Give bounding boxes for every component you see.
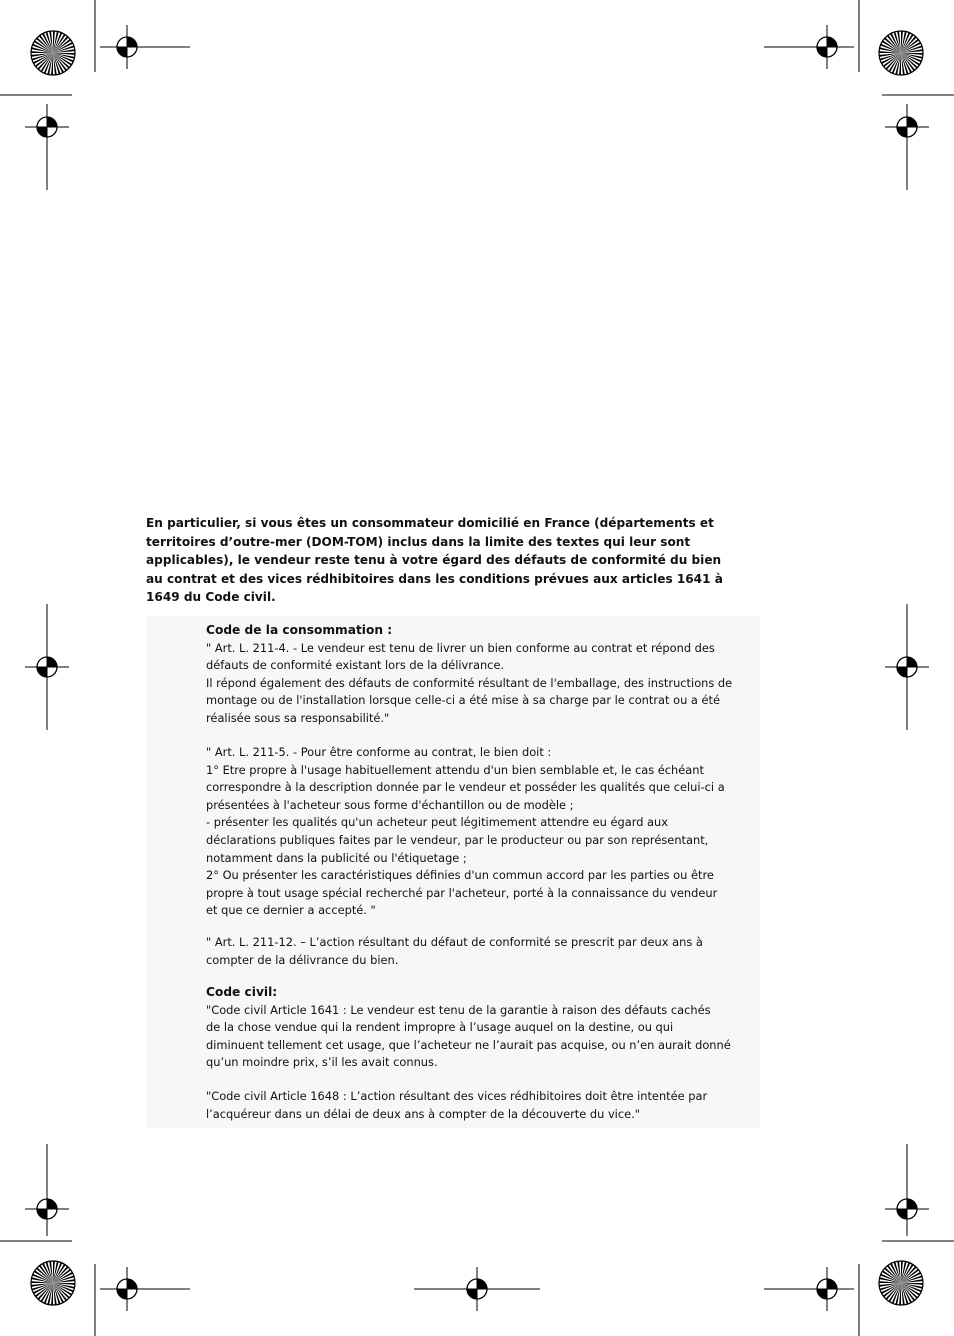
text-line: " Art. L. 211-5. - Pour être conforme au contrat, le bien doit :: [206, 745, 552, 759]
article-1648-section: [206, 1088, 746, 1123]
text-line: compter de la délivrance du bien.: [206, 952, 399, 967]
text-line: " Art. L. 211-12. – L’action résultant du défaut de conformité se prescrit par deux ans à: [206, 935, 703, 949]
star-target-icon: [31, 31, 75, 75]
text-line: notamment dans la publicité ou l'étiquetage ;: [206, 850, 467, 865]
star-target-icon: [31, 1261, 75, 1305]
text-line: "Code civil Article 1641 : Le vendeur est tenu de la garantie à raison des défauts cachés: [206, 1002, 711, 1017]
article-211-12-section: [206, 934, 746, 969]
intro-line: applicables), le vendeur reste tenu à votre égard des défauts de conformité du bien: [146, 553, 722, 567]
text-line: " Art. L. 211-4. - Le vendeur est tenu de livrer un bien conforme au contrat et répond des: [206, 640, 715, 655]
intro-line: territoires d’outre-mer (DOM-TOM) inclus dans la limite des textes qui leur sont: [146, 534, 691, 549]
text-line: qu’un moindre prix, s’il les avait connus.: [206, 1055, 438, 1070]
consumer-code-heading: Code de la consommation :: [206, 623, 393, 637]
civil-code-section: [206, 984, 746, 1072]
text-line: - présenter les qualités qu'un acheteur peut légitimement attendre eu égard aux: [206, 815, 668, 830]
text-line: propre à tout usage spécial recherché par l'acheteur, porté à la connaissance du vendeur: [206, 885, 718, 900]
intro-line: 1649 du Code civil.: [146, 590, 276, 604]
text-line: correspondre à la description donnée par le vendeur et posséder les qualités que celui-ci a: [206, 780, 725, 795]
star-target-icon: [879, 31, 923, 75]
text-line: montage ou de l'installation lorsque celle-ci a été mise à sa charge par le contrat ou a été: [206, 693, 720, 708]
text-line: présentées à l'acheteur sous forme d'échantillon ou de modèle ;: [206, 797, 574, 812]
intro-paragraph: [146, 514, 736, 607]
text-line: réalisée sous sa responsabilité.": [206, 710, 390, 725]
text-line: défauts de conformité existant lors de la délivrance.: [206, 658, 505, 673]
article-211-5-section: [206, 744, 746, 920]
intro-line: au contrat et des vices rédhibitoires dans les conditions prévues aux articles 1641 à: [146, 571, 723, 586]
text-line: diminuent tellement cet usage, que l’acheteur ne l’aurait pas acquise, ou n’en aurait donné: [206, 1037, 731, 1052]
text-line: et que ce dernier a accepté. ": [206, 903, 376, 918]
text-line: "Code civil Article 1648 : L’action résultant des vices rédhibitoires doit être intentée par: [206, 1089, 708, 1103]
text-line: 2° Ou présenter les caractéristiques définies d'un commun accord par les parties ou être: [206, 868, 714, 883]
consumer-code-section: [206, 622, 746, 728]
text-line: Il répond également des défauts de conformité résultant de l'emballage, des instructions de: [206, 675, 733, 690]
civil-code-heading: Code civil:: [206, 985, 278, 999]
text-line: 1° Etre propre à l'usage habituellement attendu d'un bien semblable et, le cas échéant: [206, 762, 704, 777]
star-target-icon: [879, 1261, 923, 1305]
intro-line: En particulier, si vous êtes un consommateur domicilié en France (départements et: [146, 516, 714, 530]
text-line: déclarations publiques faites par le vendeur, par le producteur ou par son représentant,: [206, 832, 709, 847]
text-line: de la chose vendue qui la rendent impropre à l’usage auquel on la destine, ou qui: [206, 1020, 674, 1035]
text-line: l’acquéreur dans un délai de deux ans à compter de la découverte du vice.": [206, 1106, 640, 1121]
